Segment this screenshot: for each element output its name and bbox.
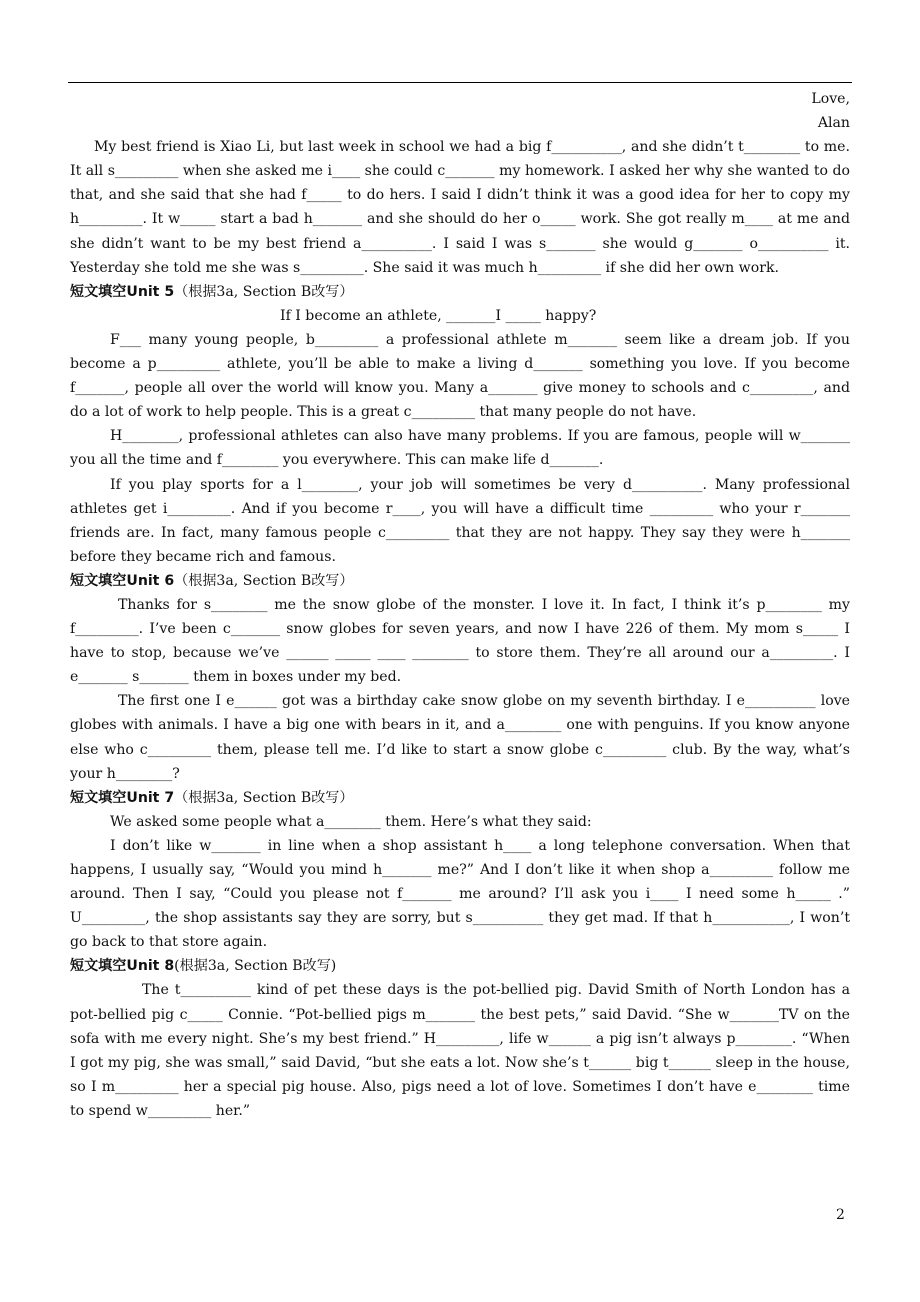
header-rule	[68, 82, 852, 83]
unit5-heading-label: 短文填空Unit 5	[70, 283, 175, 300]
unit8-paragraph: The t__________ kind of pet these days is the pot-bellied pig. David Smith of North London has a pot-bellied pig c_____ Connie. “Pot-bellied pigs m_______ the best pets,” said David. “She w_______TV on the sofa with me every night. She’s my best friend.” H_________, life w______ a pig isn’t always p________. “When I got my pig, she was small,” said David, “but she eats a lot. Now she’s t______ big t______ sleep in the house, so I m_________ her a special pig house. Also, pigs need a lot of love. Sometimes I don’t have e________ time to spend w_________ her.”	[70, 982, 850, 1119]
unit5-heading	[70, 280, 850, 304]
unit4-paragraph: My best friend is Xiao Li, but last week in school we had a big f__________, and she didn’t t________ to me. It all s_________ when she asked me i____ she could c_______ my homework. I asked her why she wanted to do that, and she said that she had f_____ to do hers. I said I didn’t think it was a good idea for her to copy my h_________. It w_____ start a bad h_______ and she should do her o_____ work. She got really m____ at me and she didn’t want to be my best friend a__________. I said I was s_______ she would g_______ o__________ it. Yesterday she told me she was s_________. She said it was much h_________ if she did her own work.	[70, 139, 850, 276]
unit6-paragraph-1: Thanks for s________ me the snow globe of the monster. I love it. In fact, I think it’s p________ my f_________. I’ve been c_______ snow globes for seven years, and now I have 226 of them. My mom s_____ I have to stop, because we’ve ______ _____ ____ ________ to store them. They’re all around our a_________. I e_______ s_______ them in boxes under my bed.	[70, 596, 850, 686]
page-number: 2	[836, 1207, 845, 1223]
unit7-heading	[70, 786, 850, 810]
unit6-heading-label: 短文填空Unit 6	[70, 572, 175, 589]
unit5-paragraph-3: If you play sports for a l________, your job will sometimes be very d__________. Many professional athletes get i_________. And if you become r____, you will have a difficult time _________ who your r_______ friends are. In fact, many famous people c_________ that they are not happy. They say they were h_______ before they became rich and famous.	[70, 476, 850, 565]
unit8-heading	[70, 954, 850, 978]
unit5-paragraph-2: H________, professional athletes can also have many problems. If you are famous, people will w_______ you all the time and f________ you everywhere. This can make life d_______.	[70, 428, 850, 469]
document-body	[70, 87, 850, 1123]
unit7-paragraph-1: We asked some people what a________ them. Here’s what they said:	[110, 813, 592, 830]
unit7-heading-label: 短文填空Unit 7	[70, 789, 175, 806]
unit6-heading	[70, 569, 850, 593]
unit7-heading-note: （根据3a, Section B改写）	[174, 789, 354, 806]
unit6-paragraph-2: The first one I e______ got was a birthday cake snow globe on my seventh birthday. I e__________ love globes with animals. I have a big one with bears in it, and a________ one with penguins. If you know anyone else who c_________ them, please tell me. I’d like to start a snow globe c_________ club. By the way, what’s your h________?	[70, 693, 850, 782]
unit5-heading-note: （根据3a, Section B改写）	[174, 283, 354, 300]
unit8-heading-label: 短文填空Unit 8	[70, 958, 175, 975]
unit8-heading-note: (根据3a, Section B改写)	[174, 958, 337, 975]
unit5-title: If I become an athlete, _______I _____ happy?	[280, 307, 597, 324]
unit5-paragraph-1: F___ many young people, b_________ a professional athlete m_______ seem like a dream job. If you become a p_________ athlete, you’ll be able to make a living d_______ something you love. If you become f_______, people all over the world will know you. Many a_______ give money to schools and c_________, and do a lot of work to help people. This is a great c_________ that many people do not have.	[70, 331, 850, 421]
unit6-heading-note: （根据3a, Section B改写）	[174, 572, 354, 589]
unit7-paragraph-2: I don’t like w_______ in line when a shop assistant h____ a long telephone conversation. When that happens, I usually say, “Would you mind h_______ me?” And I don’t like it when shop a_________ follow me around. Then I say, “Could you please not f_______ me around? I’ll ask you i____ I need some h_____ .” U_________, the shop assistants say they are sorry, but s__________ they get mad. If that h___________, I won’t go back to that store again.	[70, 837, 850, 951]
letter-signature: Alan	[817, 115, 850, 132]
letter-closing: Love,	[811, 91, 850, 107]
